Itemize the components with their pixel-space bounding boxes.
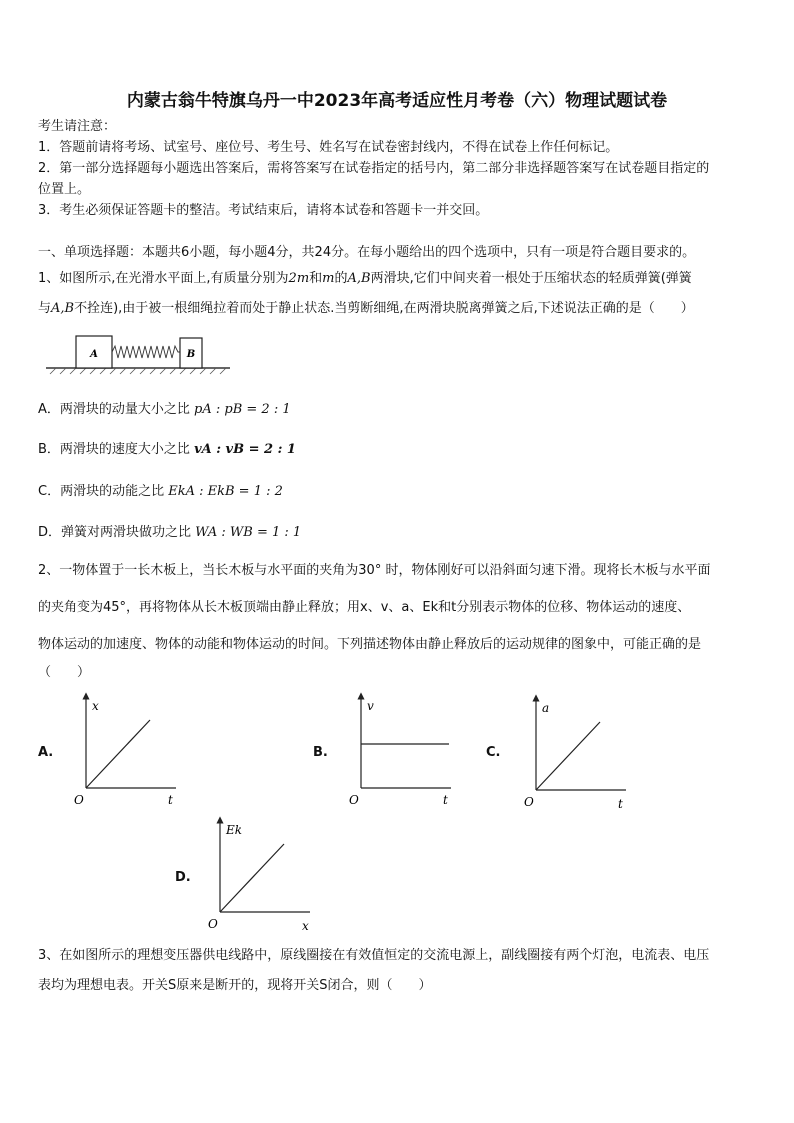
q1-line-2 <box>38 300 694 318</box>
graph-d <box>204 816 319 936</box>
block-a-label: A <box>90 349 98 360</box>
ground-hatch <box>50 368 226 374</box>
graph-a-option-label[interactable]: A. <box>38 745 54 760</box>
option-label: D．弹簧对两滑块做功之比 <box>38 525 192 540</box>
origin-label: O <box>524 795 534 809</box>
option-label: C．两滑块的动能之比 <box>38 484 165 499</box>
q1-ab: A,B <box>347 271 371 286</box>
spring <box>112 346 180 358</box>
q1-text: 不拴连),由于被一根细绳拉着而处于静止状态.当剪断细绳,在两滑块脱离弹簧之后,下述说法正确的是（ ） <box>74 301 694 316</box>
notice-item: 位置上。 <box>38 182 91 197</box>
origin-label: O <box>74 793 84 807</box>
q1-text: 两滑块,它们中间夹着一根处于压缩状态的轻质弹簧(弹簧 <box>370 271 692 286</box>
q1-option-b[interactable] <box>38 441 296 459</box>
graph-a <box>70 692 185 812</box>
q3-line-1: 3、在如图所示的理想变压器供电线路中，原线圈接在有效值恒定的交流电源上，副线圈接有两个灯泡，电流表、电压 <box>38 948 710 963</box>
q1-option-d[interactable] <box>38 524 301 542</box>
q1-mass-m: m <box>322 271 335 286</box>
q1-text: 与 <box>38 301 52 316</box>
q2-line-4: （ ） <box>38 665 91 680</box>
q3-line-2: 表均为理想电表。开关S原来是断开的，现将开关S闭合，则（ ） <box>38 978 432 993</box>
q1-text: 1、如图所示,在光滑水平面上,有质量分别为 <box>38 271 289 286</box>
q1-text: 的 <box>334 271 348 286</box>
notice-item: 1．答题前请将考场、试室号、座位号、考生号、姓名写在试卷密封线内，不得在试卷上作任何标记。 <box>38 140 619 155</box>
q2-line-3: 物体运动的加速度、物体的动能和物体运动的时间。下列描述物体由静止释放后的运动规律的图象中，可能正确的是 <box>38 637 702 652</box>
notice-item: 3．考生必须保证答题卡的整洁。考试结束后，请将本试卷和答题卡一并交回。 <box>38 203 489 218</box>
notice-heading: 考生请注意： <box>38 119 117 134</box>
q1-ab: A,B <box>51 301 75 316</box>
graph-c <box>520 694 635 814</box>
q1-mass-2m: 2m <box>288 271 310 286</box>
option-expression: pA : pB = 2 : 1 <box>194 402 291 417</box>
q2-line-1: 2、一物体置于一长木板上，当长木板与水平面的夹角为30° 时，物体刚好可以沿斜面匀速下滑。现将长木板与水平面 <box>38 563 711 578</box>
x-axis-label: t <box>618 797 623 811</box>
x-axis-label: t <box>168 793 173 807</box>
block-b-label: B <box>186 349 196 360</box>
option-label: B．两滑块的速度大小之比 <box>38 442 190 457</box>
x-axis-label: t <box>443 793 448 807</box>
origin-label: O <box>208 917 218 931</box>
q1-figure-spring-blocks <box>44 328 234 380</box>
x-axis-label: x <box>302 919 309 933</box>
page-title: 内蒙古翁牛特旗乌丹一中2023年高考适应性月考卷（六）物理试题试卷 <box>126 91 668 111</box>
notice-item: 2．第一部分选择题每小题选出答案后，需将答案写在试卷指定的括号内，第二部分非选择题答案写在试卷题目指定的 <box>38 161 710 176</box>
section-heading: 一、单项选择题：本题共6小题，每小题4分，共24分。在每小题给出的四个选项中，只有一项是符合题目要求的。 <box>38 245 696 260</box>
option-expression: WA : WB = 1 : 1 <box>195 525 302 540</box>
y-axis-label: a <box>542 701 550 715</box>
origin-label: O <box>349 793 359 807</box>
y-axis-label: v <box>367 699 374 713</box>
plot-line <box>536 722 600 790</box>
graph-b-option-label[interactable]: B. <box>313 745 328 760</box>
y-axis-label: Ek <box>226 823 243 837</box>
graph-c-option-label[interactable]: C. <box>486 745 501 760</box>
plot-line <box>86 720 150 788</box>
option-label: A．两滑块的动量大小之比 <box>38 402 190 417</box>
graph-b <box>345 692 460 812</box>
option-expression: vA : vB = 2 : 1 <box>194 442 296 457</box>
q1-line-1 <box>38 270 692 288</box>
q1-option-a[interactable] <box>38 401 291 419</box>
q1-option-c[interactable] <box>38 483 283 501</box>
plot-line <box>220 844 284 912</box>
graph-d-option-label[interactable]: D. <box>175 870 191 885</box>
q2-line-2: 的夹角变为45°，再将物体从长木板顶端由静止释放；用x、v、a、Ek和t分别表示物体的位移、物体运动的速度、 <box>38 600 691 615</box>
q1-text: 和 <box>309 271 323 286</box>
option-expression: EkA : EkB = 1 : 2 <box>168 484 283 499</box>
y-axis-label: x <box>92 699 99 713</box>
